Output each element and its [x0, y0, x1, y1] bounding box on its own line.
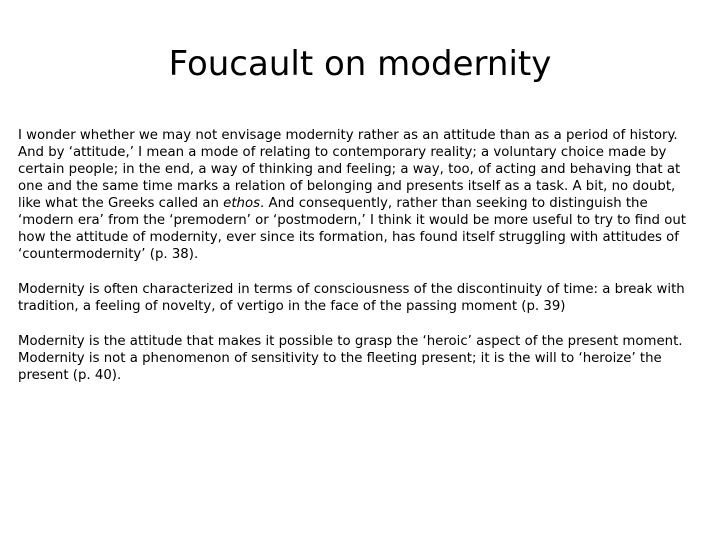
- quote-paragraph-1-text-after: . And consequently, rather than seeking to distinguish the ‘modern era’ from the ‘premodern’ or ‘postmodern,’ I think it would be more useful to try to find out how the attitude of modernity, ever since its formation, has found itself struggling with attitudes of ‘countermodernity’ (p. 38).: [18, 196, 686, 262]
- quote-emphasis-ethos: ethos: [223, 196, 261, 211]
- slide-body: [18, 127, 702, 384]
- quote-paragraph-3: Modernity is the attitude that makes it possible to grasp the ‘heroic’ aspect of the present moment. Modernity is not a phenomenon of sensitivity to the fleeting present; it is the will to ‘heroize’ the present (p. 40).: [18, 334, 683, 383]
- slide-title: Foucault on modernity: [168, 44, 552, 84]
- quote-paragraph-2: Modernity is often characterized in terms of consciousness of the discontinuity of time: a break with tradition, a feeling of novelty, of vertigo in the face of the passing moment (p. 39): [18, 282, 685, 314]
- quote-paragraph-1-text-before: I wonder whether we may not envisage modernity rather as an attitude than as a period of history. And by ‘attitude,’ I mean a mode of relating to contemporary reality; a voluntary choice made by certain people; in the end, a way of thinking and feeling; a way, too, of acting and behaving that at one and the same time marks a relation of belonging and presents itself as a task. A bit, no doubt, like what the Greeks called an: [18, 128, 681, 211]
- quote-paragraph-1: [18, 127, 702, 263]
